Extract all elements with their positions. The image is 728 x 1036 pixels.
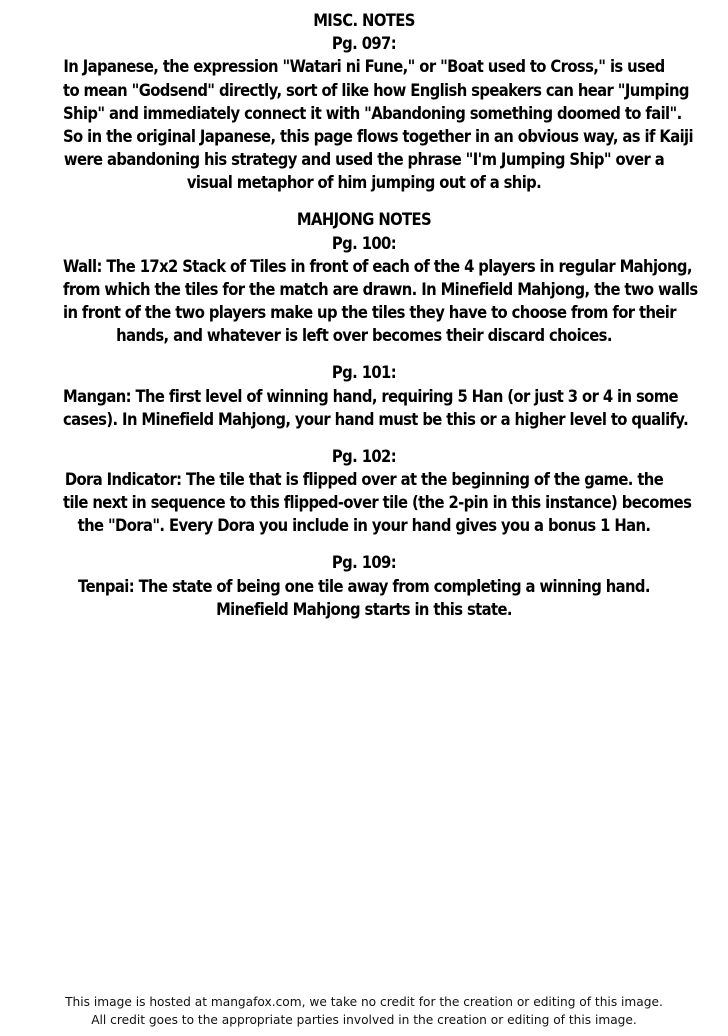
note-text-line: visual metaphor of him jumping out of a ship. [186, 173, 542, 194]
note-text-line: Minefield Mahjong starts in this state. [216, 599, 512, 620]
note-page-label: Pg. 100: [331, 233, 397, 254]
footer-line: All credit goes to the appropriate parties involved in the creation or editing of this image. [91, 1013, 637, 1027]
mahjong-note-wall [63, 209, 698, 348]
hosting-credit-footer [0, 993, 728, 1029]
mahjong-note-tenpai [63, 552, 665, 622]
note-text-line: the "Dora". Every Dora you include in your hand gives you a bonus 1 Han. [77, 516, 651, 537]
mahjong-notes-heading: MAHJONG NOTES [296, 210, 432, 231]
note-text-line: Mangan: The first level of winning hand, requiring 5 Han (or just 3 or 4 in some [63, 386, 678, 407]
misc-note-page-label: Pg. 097: [331, 34, 397, 55]
misc-notes-heading: MISC. NOTES [313, 11, 415, 31]
mahjong-note-mangan [63, 362, 689, 432]
note-text-line: Wall: The 17x2 Stack of Tiles in front of each of the 4 players in regular Mahjong, [63, 256, 692, 277]
note-text-line: to mean "Godsend" directly, sort of like how English speakers can hear "Jumping [63, 80, 689, 101]
note-page-label: Pg. 102: [331, 446, 397, 467]
note-text-line: in front of the two players make up the tiles they have to choose from for their [63, 303, 676, 324]
note-page-label: Pg. 109: [331, 553, 397, 574]
note-text-line: from which the tiles for the match are drawn. In Minefield Mahjong, the two walls [63, 280, 698, 301]
mahjong-note-dora [63, 446, 692, 539]
misc-notes-section [63, 10, 693, 196]
note-text-line: Tenpai: The state of being one tile away from completing a winning hand. [78, 576, 650, 597]
note-text-line: Dora Indicator: The tile that is flipped over at the beginning of the game. the [64, 470, 664, 491]
note-text-line: So in the original Japanese, this page flows together in an obvious way, as if Kaiji [63, 127, 693, 148]
note-text-line: cases). In Minefield Mahjong, your hand must be this or a higher level to qualify. [63, 409, 689, 430]
note-text-line: In Japanese, the expression "Watari ni Fune," or "Boat used to Cross," is used [63, 57, 665, 78]
note-text-line: tile next in sequence to this flipped-over tile (the 2-pin in this instance) becomes [63, 493, 692, 514]
note-text-line: Ship" and immediately connect it with "Abandoning something doomed to fail". [63, 103, 682, 124]
note-page-label: Pg. 101: [331, 363, 397, 384]
footer-line: This image is hosted at mangafox.com, we take no credit for the creation or editing of this image. [65, 995, 663, 1009]
note-text-line: hands, and whatever is left over becomes their discard choices. [116, 326, 612, 347]
note-text-line: were abandoning his strategy and used the phrase "I'm Jumping Ship" over a [63, 150, 665, 171]
notes-page [63, 10, 698, 636]
